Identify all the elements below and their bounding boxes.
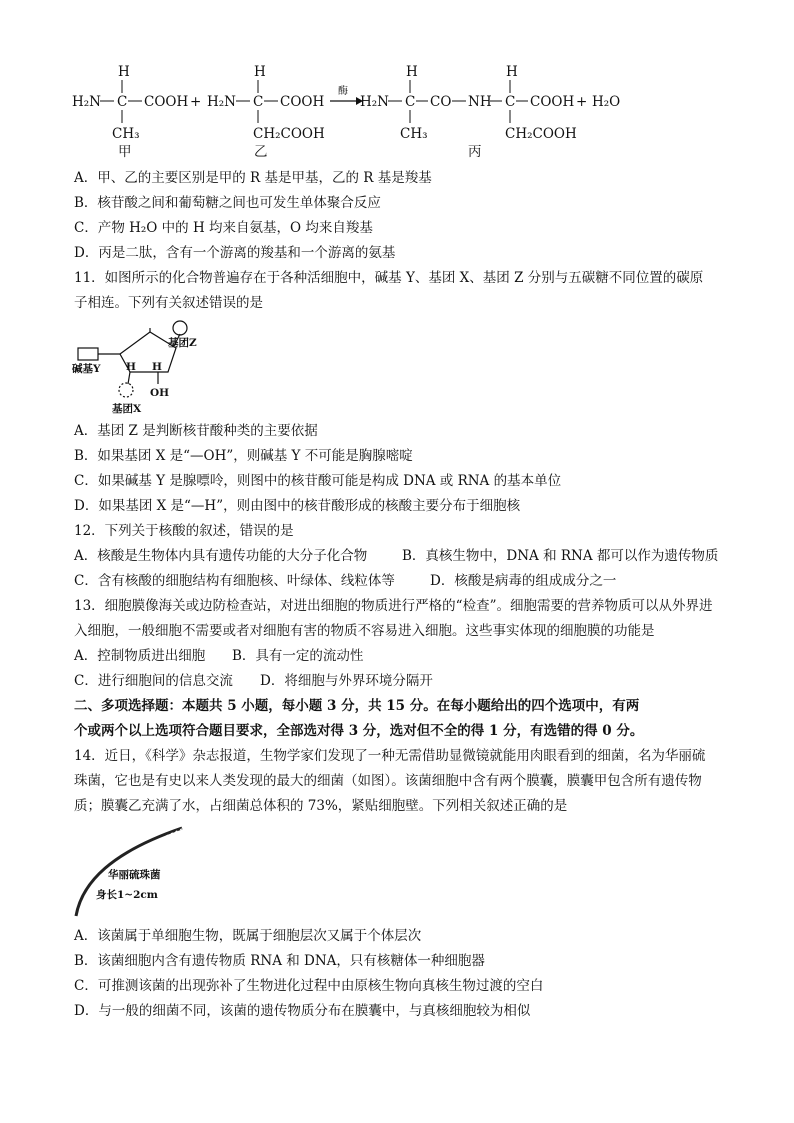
m2-h: H [254, 64, 266, 80]
group-z-label: 基团Z [168, 337, 197, 349]
p-h2n: H₂N [360, 94, 389, 110]
q10-option-d: D．丙是二肽，含有一个游离的羧基和一个游离的氨基 [74, 245, 396, 261]
q14-option-c: C．可推测该菌的出现弥补了生物进化过程中由原核生物向真核生物过渡的空白 [74, 978, 544, 994]
m2-c: C [253, 94, 264, 110]
m1-h: H [118, 64, 130, 80]
p-c1: C [405, 94, 416, 110]
q11-option-a: A．基团 Z 是判断核苷酸种类的主要依据 [74, 423, 318, 439]
plus-1: + [190, 94, 202, 110]
q11-option-b: B．如果基团 X 是“—OH”，则碱基 Y 不可能是胸腺嘧啶 [74, 448, 413, 464]
q12-option-c: C．含有核酸的细胞结构有细胞核、叶绿体、线粒体等 [74, 573, 395, 589]
bacterium-figure [72, 822, 212, 922]
p-h2: H [506, 64, 518, 80]
q12-option-a: A．核酸是生物体内具有遗传功能的大分子化合物 [74, 548, 368, 564]
q12-stem: 12．下列关于核酸的叙述，错误的是 [74, 523, 294, 539]
m1-ch3: CH₃ [112, 126, 140, 142]
q11-stem-line1: 11．如图所示的化合物普遍存在于各种活细胞中，碱基 Y、基团 X、基团 Z 分别与五碳糖不同位置的碳原 [74, 270, 704, 286]
q14-option-b: B．该菌细胞内含有遗传物质 RNA 和 DNA，只有核糖体一种细胞器 [74, 953, 485, 969]
q10-option-b: B．核苷酸之间和葡萄糖之间也可发生单体聚合反应 [74, 195, 381, 211]
q14-option-d: D．与一般的细菌不同，该菌的遗传物质分布在膜囊中，与真核细胞较为相似 [74, 1003, 531, 1019]
q13-option-d: D．将细胞与外界环境分隔开 [260, 673, 433, 689]
q13-stem-line1: 13．细胞膜像海关或边防检查站，对进出细胞的物质进行严格的“检查”。细胞需要的营养物质可以从外界进 [74, 598, 713, 614]
p-label: 丙 [468, 144, 482, 160]
h-label-1: H [126, 361, 136, 373]
m1-c: C [117, 94, 128, 110]
nucleotide-diagram [70, 318, 270, 418]
q14-option-a: A．该菌属于单细胞生物，既属于细胞层次又属于个体层次 [74, 928, 422, 944]
section2-heading-line1: 二、多项选择题：本题共 5 小题，每小题 3 分，共 15 分。在每小题给出的四个选项中，有两 [74, 698, 640, 714]
section2-heading-line2: 个或两个以上选项符合题目要求，全部选对得 3 分，选对但不全的得 1 分，有选错的得 0 分。 [74, 723, 644, 739]
m2-h2n: H₂N [207, 94, 236, 110]
p-cooh: COOH [530, 94, 575, 110]
q10-option-a: A．甲、乙的主要区别是甲的 R 基是甲基，乙的 R 基是羧基 [74, 170, 432, 186]
q14-stem-line1: 14．近日，《科学》杂志报道，生物学家们发现了一种无需借助显微镜就能用肉眼看到的细菌，名为华丽硫 [74, 748, 706, 764]
q11-stem-line2: 子相连。下列有关叙述错误的是 [74, 295, 263, 311]
m2-cooh: COOH [280, 94, 325, 110]
base-y-label: 碱基Y [72, 363, 101, 375]
h-label-2: H [152, 361, 162, 373]
q13-option-b: B．具有一定的流动性 [232, 648, 364, 664]
q12-option-b: B．真核生物中，DNA 和 RNA 都可以作为遗传物质 [402, 548, 719, 564]
p-plus: + [576, 94, 588, 110]
p-ch3: CH₃ [400, 126, 428, 142]
bacterium-length-label: 身长1~2cm [96, 889, 158, 901]
m1-cooh: COOH [144, 94, 189, 110]
p-co: CO [430, 94, 452, 110]
oh-label: OH [150, 387, 170, 399]
m2-label: 乙 [254, 144, 268, 160]
m1-label: 甲 [118, 144, 132, 160]
q13-stem-line2: 入细胞，一般细胞不需要或者对细胞有害的物质不容易进入细胞。这些事实体现的细胞膜的功能是 [74, 623, 655, 639]
q11-option-d: D．如果基团 X 是“—H”，则由图中的核苷酸形成的核酸主要分布于细胞核 [74, 498, 521, 514]
bacterium-name-label: 华丽硫珠菌 [108, 869, 161, 881]
m1-h2n: H₂N [72, 94, 101, 110]
q14-stem-line3: 质；膜囊乙充满了水，占细菌总体积的 73%，紧贴细胞壁。下列相关叙述正确的是 [74, 798, 568, 814]
p-h2o: H₂O [592, 94, 621, 110]
p-h1: H [406, 64, 418, 80]
q14-stem-line2: 珠菌，它也是有史以来人类发现的最大的细菌（如图）。该菌细胞中含有两个膜囊，膜囊甲包含所有遗传物 [74, 773, 702, 789]
group-x-label: 基团X [112, 403, 142, 415]
enzyme-label: 酶 [338, 86, 348, 97]
p-nh: NH [468, 94, 492, 110]
p-r: CH₂COOH [505, 126, 577, 142]
q13-option-c: C．进行细胞间的信息交流 [74, 673, 233, 689]
q12-option-d: D．核酸是病毒的组成成分之一 [430, 573, 617, 589]
m2-r: CH₂COOH [253, 126, 325, 142]
dipeptide-reaction-diagram [0, 0, 794, 170]
p-c2: C [505, 94, 516, 110]
q10-option-c: C．产物 H₂O 中的 H 均来自氨基，O 均来自羧基 [74, 220, 373, 236]
q13-option-a: A．控制物质进出细胞 [74, 648, 206, 664]
q11-option-c: C．如果碱基 Y 是腺嘌呤，则图中的核苷酸可能是构成 DNA 或 RNA 的基本单位 [74, 473, 562, 489]
